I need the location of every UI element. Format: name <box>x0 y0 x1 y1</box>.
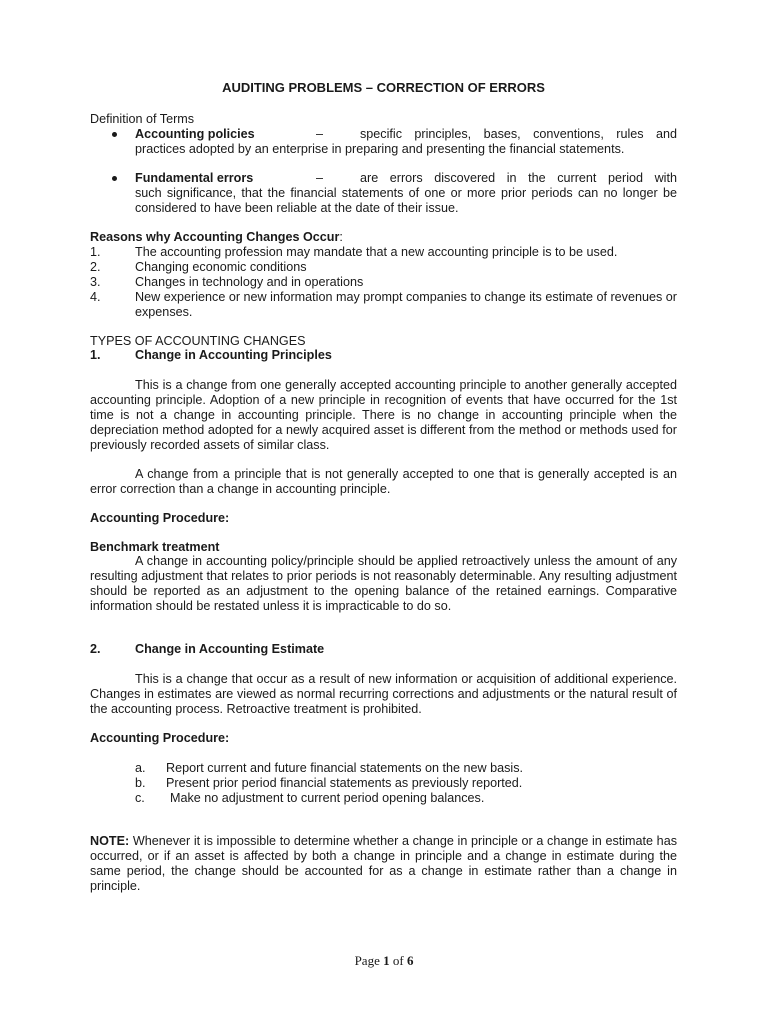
procedure-heading: Accounting Procedure: <box>90 731 230 745</box>
bullet-icon <box>112 171 120 179</box>
paragraph: This is a change that occur as a result of new information or acquisition of additional experience. Changes in estimates are viewed as normal recurring corrections and adjustments or the natural result of the accounting process. Retroactive treatment is prohibited. <box>90 672 677 716</box>
total-pages: 6 <box>406 953 414 968</box>
section-number: 1. <box>90 348 101 362</box>
definition-dash: – <box>316 171 324 185</box>
section-title: Change in Accounting Estimate <box>135 642 325 656</box>
step-text: Present prior period financial statements as previously reported. <box>166 776 523 790</box>
page-number: 1 <box>383 953 390 968</box>
list-number: 4. <box>90 290 101 304</box>
section-title: Change in Accounting Principles <box>135 348 332 362</box>
procedure-heading: Accounting Procedure: <box>90 511 230 525</box>
list-number: 2. <box>90 260 101 274</box>
types-heading: TYPES OF ACCOUNTING CHANGES <box>90 334 306 348</box>
paragraph: A change in accounting policy/principle should be applied retroactively unless the amount of any resulting adjustment that relates to prior periods is not reasonably determinable. Any resulting adjustment should be reported as an adjustment to the opening balance of the retained earnings. Comparative information should be restated unless it is impracticable to do so. <box>90 554 677 613</box>
note-paragraph <box>90 834 677 894</box>
definition-term: Accounting policies <box>135 127 255 141</box>
section-number: 2. <box>90 642 101 656</box>
reasons-heading: Reasons why Accounting Changes Occur: <box>90 230 343 244</box>
page-label: Page <box>354 953 380 968</box>
list-item: Changes in technology and in operations <box>135 275 364 289</box>
definition-text: practices adopted by an enterprise in preparing and presenting the financial statements. <box>135 142 625 156</box>
definition-text-line: specific principles, bases, conventions, rules and <box>360 127 677 141</box>
list-item: New experience or new information may prompt companies to change its estimate of revenues or expenses. <box>135 290 677 319</box>
step-text: Make no adjustment to current period opening balances. <box>170 791 485 805</box>
step-letter: a. <box>135 761 146 775</box>
paragraph: This is a change from one generally accepted accounting principle to another generally accepted accounting principle. Adoption of a new principle in recognition of events that have occurred for the 1st time is not a change in accounting principle. There is no change in accounting principle when the depreciation method adopted for a newly acquired asset is different from the method or methods used for previously recorded assets of similar class. <box>90 378 677 452</box>
page-footer <box>0 953 768 968</box>
paragraph: A change from a principle that is not generally accepted to one that is generally accepted is an error correction than a change in accounting principle. <box>90 467 677 496</box>
document-title: AUDITING PROBLEMS – CORRECTION OF ERRORS <box>222 80 545 95</box>
step-letter: b. <box>135 776 146 790</box>
definition-heading: Definition of Terms <box>90 112 195 126</box>
definition-term: Fundamental errors <box>135 171 254 185</box>
definition-dash: – <box>316 127 324 141</box>
step-text: Report current and future financial statements on the new basis. <box>166 761 524 775</box>
list-number: 1. <box>90 245 101 259</box>
note-text: Whenever it is impossible to determine whether a change in principle or a change in estimate has occurred, or if an asset is affected by both a change in principle and a change in estimate during the same period, the change should be accounted for as a change in estimate rather than a change in principle. <box>90 834 677 893</box>
definition-text: such significance, that the financial statements of one or more prior periods can no longer be considered to have been reliable at the date of their issue. <box>135 186 677 215</box>
list-item: Changing economic conditions <box>135 260 307 274</box>
definition-text-line: are errors discovered in the current period with <box>360 171 677 185</box>
list-number: 3. <box>90 275 101 289</box>
of-label: of <box>392 953 404 968</box>
benchmark-heading: Benchmark treatment <box>90 540 220 554</box>
step-letter: c. <box>135 791 145 805</box>
note-label: NOTE: <box>90 834 130 848</box>
bullet-icon <box>112 127 120 135</box>
list-item: The accounting profession may mandate that a new accounting principle is to be used. <box>135 245 618 259</box>
